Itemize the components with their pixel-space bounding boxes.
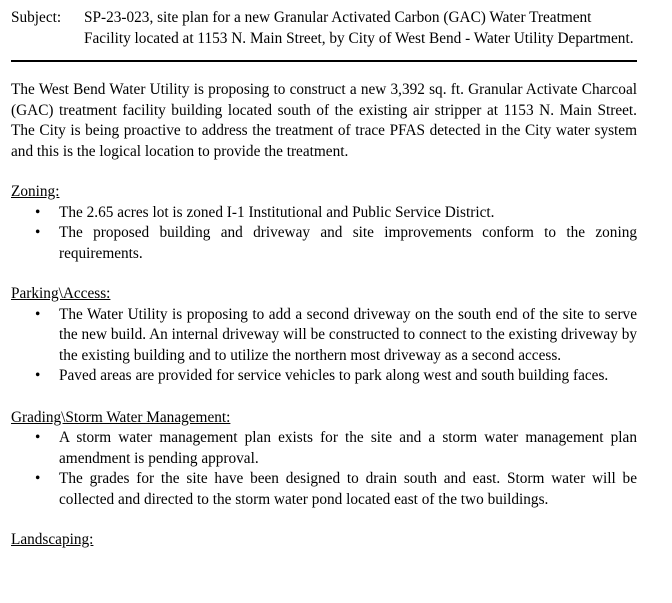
- list-item-text: The proposed building and driveway and site improvements conform to the zoning requirements.: [59, 224, 637, 262]
- bullet-icon: •: [35, 367, 41, 384]
- parking-heading: Parking\Access:: [11, 285, 111, 302]
- list-item: [11, 366, 637, 387]
- subject-block: [11, 8, 637, 49]
- subject-text: SP-23-023, site plan for a new Granular Activated Carbon (GAC) Water Treatment Facility located at 1153 N. Main Street, by City of West Bend - Water Utility Department.: [84, 9, 634, 47]
- bullet-icon: •: [35, 470, 41, 487]
- subject-label: Subject:: [11, 9, 62, 26]
- bullet-icon: •: [35, 203, 41, 221]
- document-page: [11, 8, 637, 551]
- list-item: [11, 223, 637, 264]
- list-item-text: A storm water management plan exists for the site and a storm water management plan amendment is pending approval.: [59, 429, 637, 467]
- list-item-text: Paved areas are provided for service vehicles to park along west and south building faces.: [59, 367, 609, 384]
- list-item-text: The grades for the site have been designed to drain south and east. Storm water will be collected and directed to the storm water pond located east of the two buildings.: [59, 470, 637, 508]
- grading-heading: Grading\Storm Water Management:: [11, 408, 231, 426]
- horizontal-rule: [11, 60, 637, 62]
- zoning-list: [11, 203, 637, 265]
- landscaping-heading: Landscaping:: [11, 531, 94, 548]
- list-item: [11, 305, 637, 367]
- grading-list: [11, 428, 637, 510]
- list-item: [11, 428, 637, 469]
- zoning-heading: Zoning:: [11, 183, 60, 200]
- list-item-text: The 2.65 acres lot is zoned I-1 Institutional and Public Service District.: [59, 203, 495, 221]
- bullet-icon: •: [35, 224, 41, 241]
- list-item: [11, 469, 637, 510]
- list-item-text: The Water Utility is proposing to add a second driveway on the south end of the site to serve the new build. An internal driveway will be constructed to connect to the existing driveway by the existing building and to utilize the northern most driveway as a second access.: [59, 305, 637, 364]
- parking-list: [11, 305, 637, 387]
- bullet-icon: •: [35, 429, 41, 446]
- intro-paragraph: The West Bend Water Utility is proposing to construct a new 3,392 sq. ft. Granular Activate Charcoal (GAC) treatment facility building located south of the existing air stripper at 1153 N. Main Street. The City is being proactive to address the treatment of trace PFAS detected in the City water system and this is the logical location to provide the treatment.: [11, 81, 637, 160]
- list-item: [11, 203, 637, 224]
- bullet-icon: •: [35, 305, 41, 323]
